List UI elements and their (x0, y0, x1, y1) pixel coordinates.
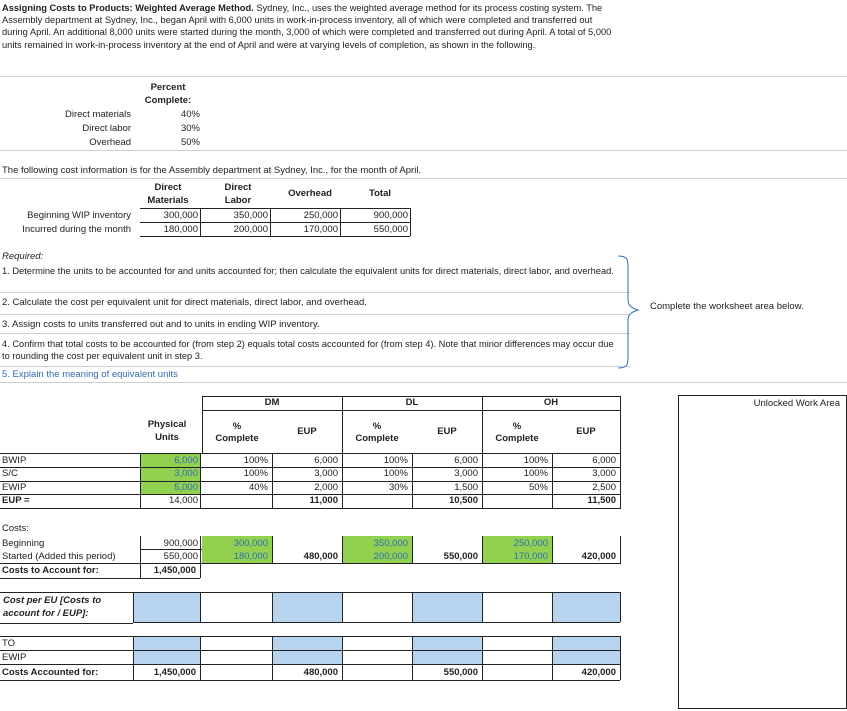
row-rule (140, 236, 410, 237)
col-rule (133, 592, 134, 622)
row-rule (0, 664, 620, 665)
row-rule (0, 578, 200, 579)
row-label-to-account: Costs to Account for: (2, 565, 99, 576)
cost-row-label: Beginning WIP inventory (27, 210, 131, 221)
col-rule (200, 664, 201, 680)
cost-per-eu-units-input[interactable] (133, 592, 200, 622)
col-rule (412, 536, 413, 564)
started-dl[interactable]: 200,000 (373, 551, 408, 562)
row-rule (140, 549, 202, 550)
sc-dm-pct[interactable]: 100% (243, 468, 268, 479)
completion-value-dl: 30% (180, 123, 200, 134)
sc-dl-pct[interactable]: 100% (383, 468, 408, 479)
dl-complete-header: Complete (355, 433, 399, 444)
cost-row-dm: 300,000 (163, 210, 198, 221)
cost-row-dm: 180,000 (163, 224, 198, 235)
divider (0, 314, 630, 315)
col-rule (140, 536, 141, 578)
to-account-total[interactable]: 1,450,000 (153, 565, 196, 576)
cost-per-eu-dm-input[interactable] (272, 592, 342, 622)
cost-row-dl: 350,000 (233, 210, 268, 221)
ewip-dl-pct[interactable]: 30% (388, 482, 408, 493)
beginning-oh[interactable]: 250,000 (513, 538, 548, 549)
intro-title: Assigning Costs to Products: Weighted Average Method. (2, 3, 254, 13)
col-rule (272, 453, 273, 509)
col-rule (552, 453, 553, 509)
col-rule (620, 453, 621, 509)
started-total[interactable]: 550,000 (163, 551, 198, 562)
dm-pct-symbol: % (232, 421, 242, 432)
sc-oh-eup[interactable]: 3,000 (592, 468, 616, 479)
row-label-started: Started (Added this period) (2, 551, 116, 562)
cost-per-eu-label-a: Cost per EU [Costs to (3, 595, 102, 606)
col-rule (482, 664, 483, 680)
required-heading: Required: (2, 251, 44, 262)
accounted-oh[interactable]: 420,000 (581, 667, 616, 678)
col-rule (342, 453, 343, 509)
oh-complete-header: Complete (495, 433, 539, 444)
col-rule (272, 536, 273, 564)
oh-eup-header: EUP (576, 426, 596, 437)
col-rule (340, 208, 341, 236)
col-dm-b: Materials (147, 195, 189, 206)
divider (0, 150, 847, 151)
row-label-bwip: BWIP (2, 455, 27, 466)
col-rule (620, 536, 621, 564)
dl-eup-header: EUP (437, 426, 457, 437)
accounted-dm[interactable]: 480,000 (303, 667, 338, 678)
col-rule (133, 636, 134, 664)
bwip-oh-eup[interactable]: 6,000 (592, 455, 616, 466)
col-rule (200, 636, 201, 664)
col-rule (342, 536, 343, 564)
bwip-dl-eup[interactable]: 6,000 (454, 455, 478, 466)
bwip-dm-eup[interactable]: 6,000 (314, 455, 338, 466)
required-item-3: 3. Assign costs to units transferred out and to units in ending WIP inventory. (2, 319, 320, 330)
col-rule (342, 664, 343, 680)
percent-header: Percent (150, 82, 186, 93)
col-rule (482, 592, 483, 622)
started-dl-total[interactable]: 550,000 (443, 551, 478, 562)
ewip-oh-pct[interactable]: 50% (528, 482, 548, 493)
col-total: Total (369, 188, 391, 199)
cost-row-oh: 170,000 (303, 224, 338, 235)
started-dm[interactable]: 180,000 (233, 551, 268, 562)
completion-label-dl: Direct labor (82, 123, 131, 134)
complete-header: Complete: (144, 95, 192, 106)
accounted-dl[interactable]: 550,000 (443, 667, 478, 678)
eup-dl-total[interactable]: 10,500 (448, 495, 478, 506)
divider (0, 366, 630, 367)
cost-per-eu-oh-input[interactable] (552, 592, 620, 622)
physical-units-a: Physical (147, 419, 187, 430)
costs-label: Costs: (2, 523, 29, 534)
accounted-total[interactable]: 1,450,000 (153, 667, 196, 678)
ewip-dm-pct[interactable]: 40% (248, 482, 268, 493)
bwip-dm-pct[interactable]: 100% (243, 455, 268, 466)
row-rule (140, 222, 410, 223)
col-rule (200, 453, 201, 509)
brace-note: Complete the worksheet area below. (650, 301, 804, 312)
sc-oh-pct[interactable]: 100% (523, 468, 548, 479)
beginning-dm[interactable]: 300,000 (233, 538, 268, 549)
divider (0, 292, 630, 293)
bwip-oh-pct[interactable]: 100% (523, 455, 548, 466)
curly-brace-icon (616, 254, 646, 370)
col-rule (270, 208, 271, 236)
unlocked-work-area-label: Unlocked Work Area (753, 398, 840, 409)
required-item-2: 2. Calculate the cost per equivalent unit for direct materials, direct labor, and overhead. (2, 297, 367, 308)
beginning-dl[interactable]: 350,000 (373, 538, 408, 549)
dl-pct-symbol: % (372, 421, 382, 432)
col-rule (552, 592, 553, 622)
cost-row-dl: 200,000 (233, 224, 268, 235)
cost-per-eu-label-b: account for / EUP]: (3, 608, 89, 619)
col-rule (272, 664, 273, 680)
completion-value-oh: 50% (180, 137, 200, 148)
cost-row-oh: 250,000 (303, 210, 338, 221)
dm-eup-header: EUP (297, 426, 317, 437)
header-rule (0, 453, 620, 454)
col-rule (620, 592, 621, 622)
eup-oh-total[interactable]: 11,500 (587, 495, 616, 506)
col-rule (200, 208, 201, 236)
col-rule (552, 636, 553, 664)
col-rule (412, 453, 413, 509)
row-rule (0, 508, 620, 509)
intro-paragraph (2, 2, 614, 51)
beginning-total[interactable]: 900,000 (163, 538, 198, 549)
group-dl: DL (405, 397, 419, 408)
required-item-5: 5. Explain the meaning of equivalent units (2, 369, 178, 380)
row-rule (0, 636, 620, 637)
col-rule (133, 664, 134, 680)
col-rule (272, 636, 273, 664)
cost-per-eu-dl-input[interactable] (412, 592, 482, 622)
sc-dm-eup[interactable]: 3,000 (314, 468, 338, 479)
started-oh-total[interactable]: 420,000 (581, 551, 616, 562)
started-dm-total[interactable]: 480,000 (303, 551, 338, 562)
col-dl-a: Direct (224, 182, 252, 193)
cost-row-label: Incurred during the month (22, 224, 131, 235)
group-dm: DM (264, 397, 280, 408)
col-rule (482, 536, 483, 564)
col-rule (412, 664, 413, 680)
bwip-dl-pct[interactable]: 100% (383, 455, 408, 466)
unlocked-work-area[interactable] (678, 395, 847, 709)
col-rule (200, 536, 201, 578)
row-label-sc: S/C (2, 468, 18, 479)
sc-dl-eup[interactable]: 3,000 (454, 468, 478, 479)
row-rule (133, 622, 620, 623)
col-rule (272, 592, 273, 622)
col-dm-a: Direct (154, 182, 182, 193)
col-rule (200, 592, 201, 622)
row-rule (0, 563, 620, 564)
header-rule (140, 208, 410, 209)
divider (0, 76, 847, 77)
col-rule (552, 664, 553, 680)
ewip-dm-eup[interactable]: 2,000 (314, 482, 338, 493)
divider (0, 333, 630, 334)
col-rule (412, 592, 413, 622)
ewip-dl-eup[interactable]: 1,500 (454, 482, 478, 493)
row-label-eup: EUP = (2, 495, 30, 506)
dm-complete-header: Complete (215, 433, 259, 444)
ewip-units[interactable]: 5,000 (174, 482, 198, 493)
intro-text: Sydney, Inc., uses the weighted average method for its process costing system. The Assembly department at Sydney, Inc., began April with 6,000 units in work-in-process inventory, all of which were completed and transferred out during April. An additional 8,000 units were started during the month, 3,000 of which were completed and transferred out during April. A total of 5,000 units remained in work-in-process inventory at the end of April and were at varying levels of completion, as shown in the following. (2, 3, 612, 50)
row-label-beginning: Beginning (2, 538, 45, 549)
started-oh[interactable]: 170,000 (513, 551, 548, 562)
col-rule (410, 208, 411, 236)
completion-label-oh: Overhead (89, 137, 131, 148)
col-dl-b: Labor (224, 195, 252, 206)
col-rule (342, 592, 343, 622)
row-label-ewip-costs: EWIP (2, 652, 27, 663)
sc-units[interactable]: 3,000 (174, 468, 198, 479)
group-oh: OH (543, 397, 559, 408)
col-rule (620, 664, 621, 680)
oh-pct-symbol: % (512, 421, 522, 432)
col-rule (482, 636, 483, 664)
col-rule (552, 536, 553, 564)
row-rule (0, 680, 620, 681)
required-item-1: 1. Determine the units to be accounted for and units accounted for; then calculate the equivalent units for direct materials, direct labor, and overhead. (2, 266, 614, 276)
row-rule (0, 650, 620, 651)
col-rule (482, 453, 483, 509)
eup-units-total[interactable]: 14,000 (168, 495, 198, 506)
row-label-ewip: EWIP (2, 482, 27, 493)
ewip-oh-eup[interactable]: 2,500 (592, 482, 616, 493)
required-item-4: 4. Confirm that total costs to be accounted for (from step 2) equals total costs accounted for (from step 4). Note that minor differences may occur due to rounding the cost per equivalent unit in step 3. (2, 339, 614, 362)
col-rule (412, 636, 413, 664)
cost-row-total: 900,000 (373, 210, 408, 221)
col-rule (342, 636, 343, 664)
completion-value-dm: 40% (180, 109, 200, 120)
cost-row-total: 550,000 (373, 224, 408, 235)
col-rule (140, 453, 141, 509)
col-rule (620, 636, 621, 664)
col-rule (620, 396, 621, 453)
cost-info-text: The following cost information is for the Assembly department at Sydney, Inc., for the month of April. (2, 165, 422, 176)
row-label-to: TO (2, 638, 16, 649)
divider (0, 178, 847, 179)
eup-dm-total[interactable]: 11,000 (309, 495, 338, 506)
divider (0, 382, 847, 383)
completion-label-dm: Direct materials (65, 109, 131, 120)
row-rule (133, 592, 620, 593)
bwip-units[interactable]: 6,000 (174, 455, 198, 466)
row-label-accounted: Costs Accounted for: (2, 667, 99, 678)
col-oh: Overhead (288, 188, 332, 199)
physical-units-b: Units (155, 432, 179, 443)
